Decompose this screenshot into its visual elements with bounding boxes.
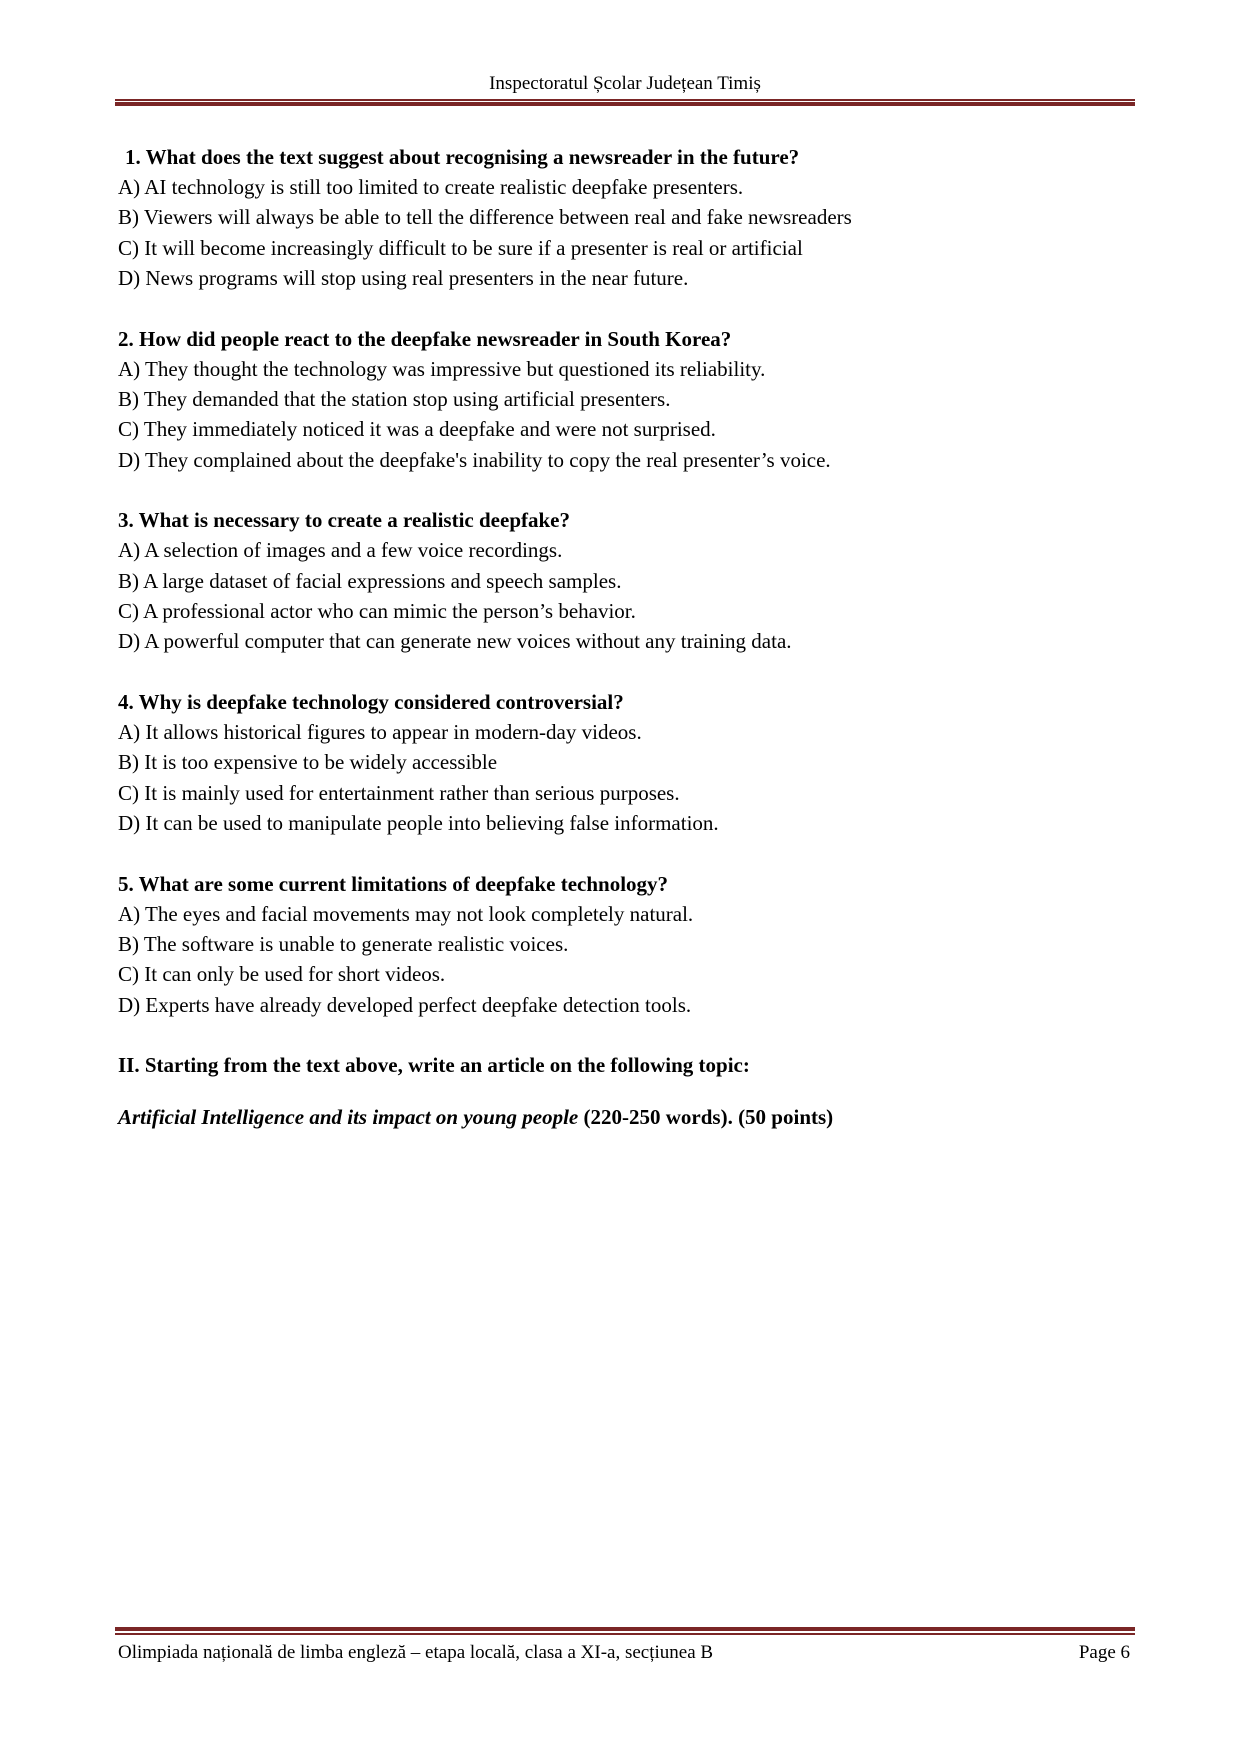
header-title: Inspectoratul Școlar Județean Timiș: [489, 73, 761, 94]
option-c: C) It can only be used for short videos.: [118, 962, 446, 987]
header-rule-thick: [115, 102, 1135, 106]
option-a: A) The eyes and facial movements may not look completely natural.: [118, 901, 694, 926]
footer-rule-thin: [115, 1633, 1135, 1635]
option-b: B) A large dataset of facial expressions and speech samples.: [118, 568, 622, 593]
question-1: [118, 142, 1133, 294]
option-c: C) It will become increasingly difficult to be sure if a presenter is real or artificial: [118, 235, 803, 260]
question-title: 3. What is necessary to create a realistic deepfake?: [118, 508, 570, 533]
option-c: C) They immediately noticed it was a deepfake and were not surprised.: [118, 417, 716, 442]
option-a: A) A selection of images and a few voice recordings.: [118, 538, 563, 563]
question-title: 1. What does the text suggest about recognising a newsreader in the future?: [125, 145, 800, 169]
option-b: B) It is too expensive to be widely accessible: [118, 750, 498, 775]
option-d: D) It can be used to manipulate people into believing false information.: [118, 811, 719, 836]
header-rule-thin: [115, 99, 1135, 101]
question-title: 2. How did people react to the deepfake newsreader in South Korea?: [118, 326, 732, 351]
writing-task-topic: [118, 1102, 1133, 1132]
question-4: [118, 687, 1133, 839]
option-b: B) The software is unable to generate realistic voices.: [118, 931, 569, 956]
topic-details: (220-250 words). (50 points): [578, 1105, 834, 1130]
option-d: D) News programs will stop using real presenters in the near future.: [118, 266, 689, 291]
question-2: [118, 324, 1133, 476]
question-5: [118, 869, 1133, 1021]
option-a: A) They thought the technology was impressive but questioned its reliability.: [118, 356, 766, 381]
writing-task-instruction: II. Starting from the text above, write an article on the following topic:: [118, 1053, 750, 1078]
option-a: A) AI technology is still too limited to create realistic deepfake presenters.: [118, 175, 744, 199]
page-number: Page 6: [1078, 1642, 1130, 1663]
option-d: D) They complained about the deepfake's inability to copy the real presenter’s voice.: [118, 447, 831, 472]
topic-title: Artificial Intelligence and its impact on young people: [118, 1105, 579, 1130]
option-b: B) They demanded that the station stop using artificial presenters.: [118, 387, 671, 412]
option-d: D) Experts have already developed perfect deepfake detection tools.: [118, 992, 692, 1017]
footer-rule-thick: [115, 1627, 1135, 1631]
option-d: D) A powerful computer that can generate new voices without any training data.: [118, 629, 792, 654]
page-header: [115, 72, 1135, 96]
page-content: [118, 142, 1133, 1132]
question-title: 4. Why is deepfake technology considered controversial?: [118, 689, 624, 714]
option-c: C) It is mainly used for entertainment rather than serious purposes.: [118, 780, 680, 805]
option-a: A) It allows historical figures to appear in modern-day videos.: [118, 719, 642, 744]
question-title: 5. What are some current limitations of deepfake technology?: [118, 871, 669, 896]
option-b: B) Viewers will always be able to tell the difference between real and fake newsreaders: [118, 205, 852, 230]
footer-text: Olimpiada națională de limba engleză – etapa locală, clasa a XI-a, secțiunea B: [118, 1642, 714, 1663]
question-3: [118, 505, 1133, 657]
option-c: C) A professional actor who can mimic the person’s behavior.: [118, 599, 636, 624]
